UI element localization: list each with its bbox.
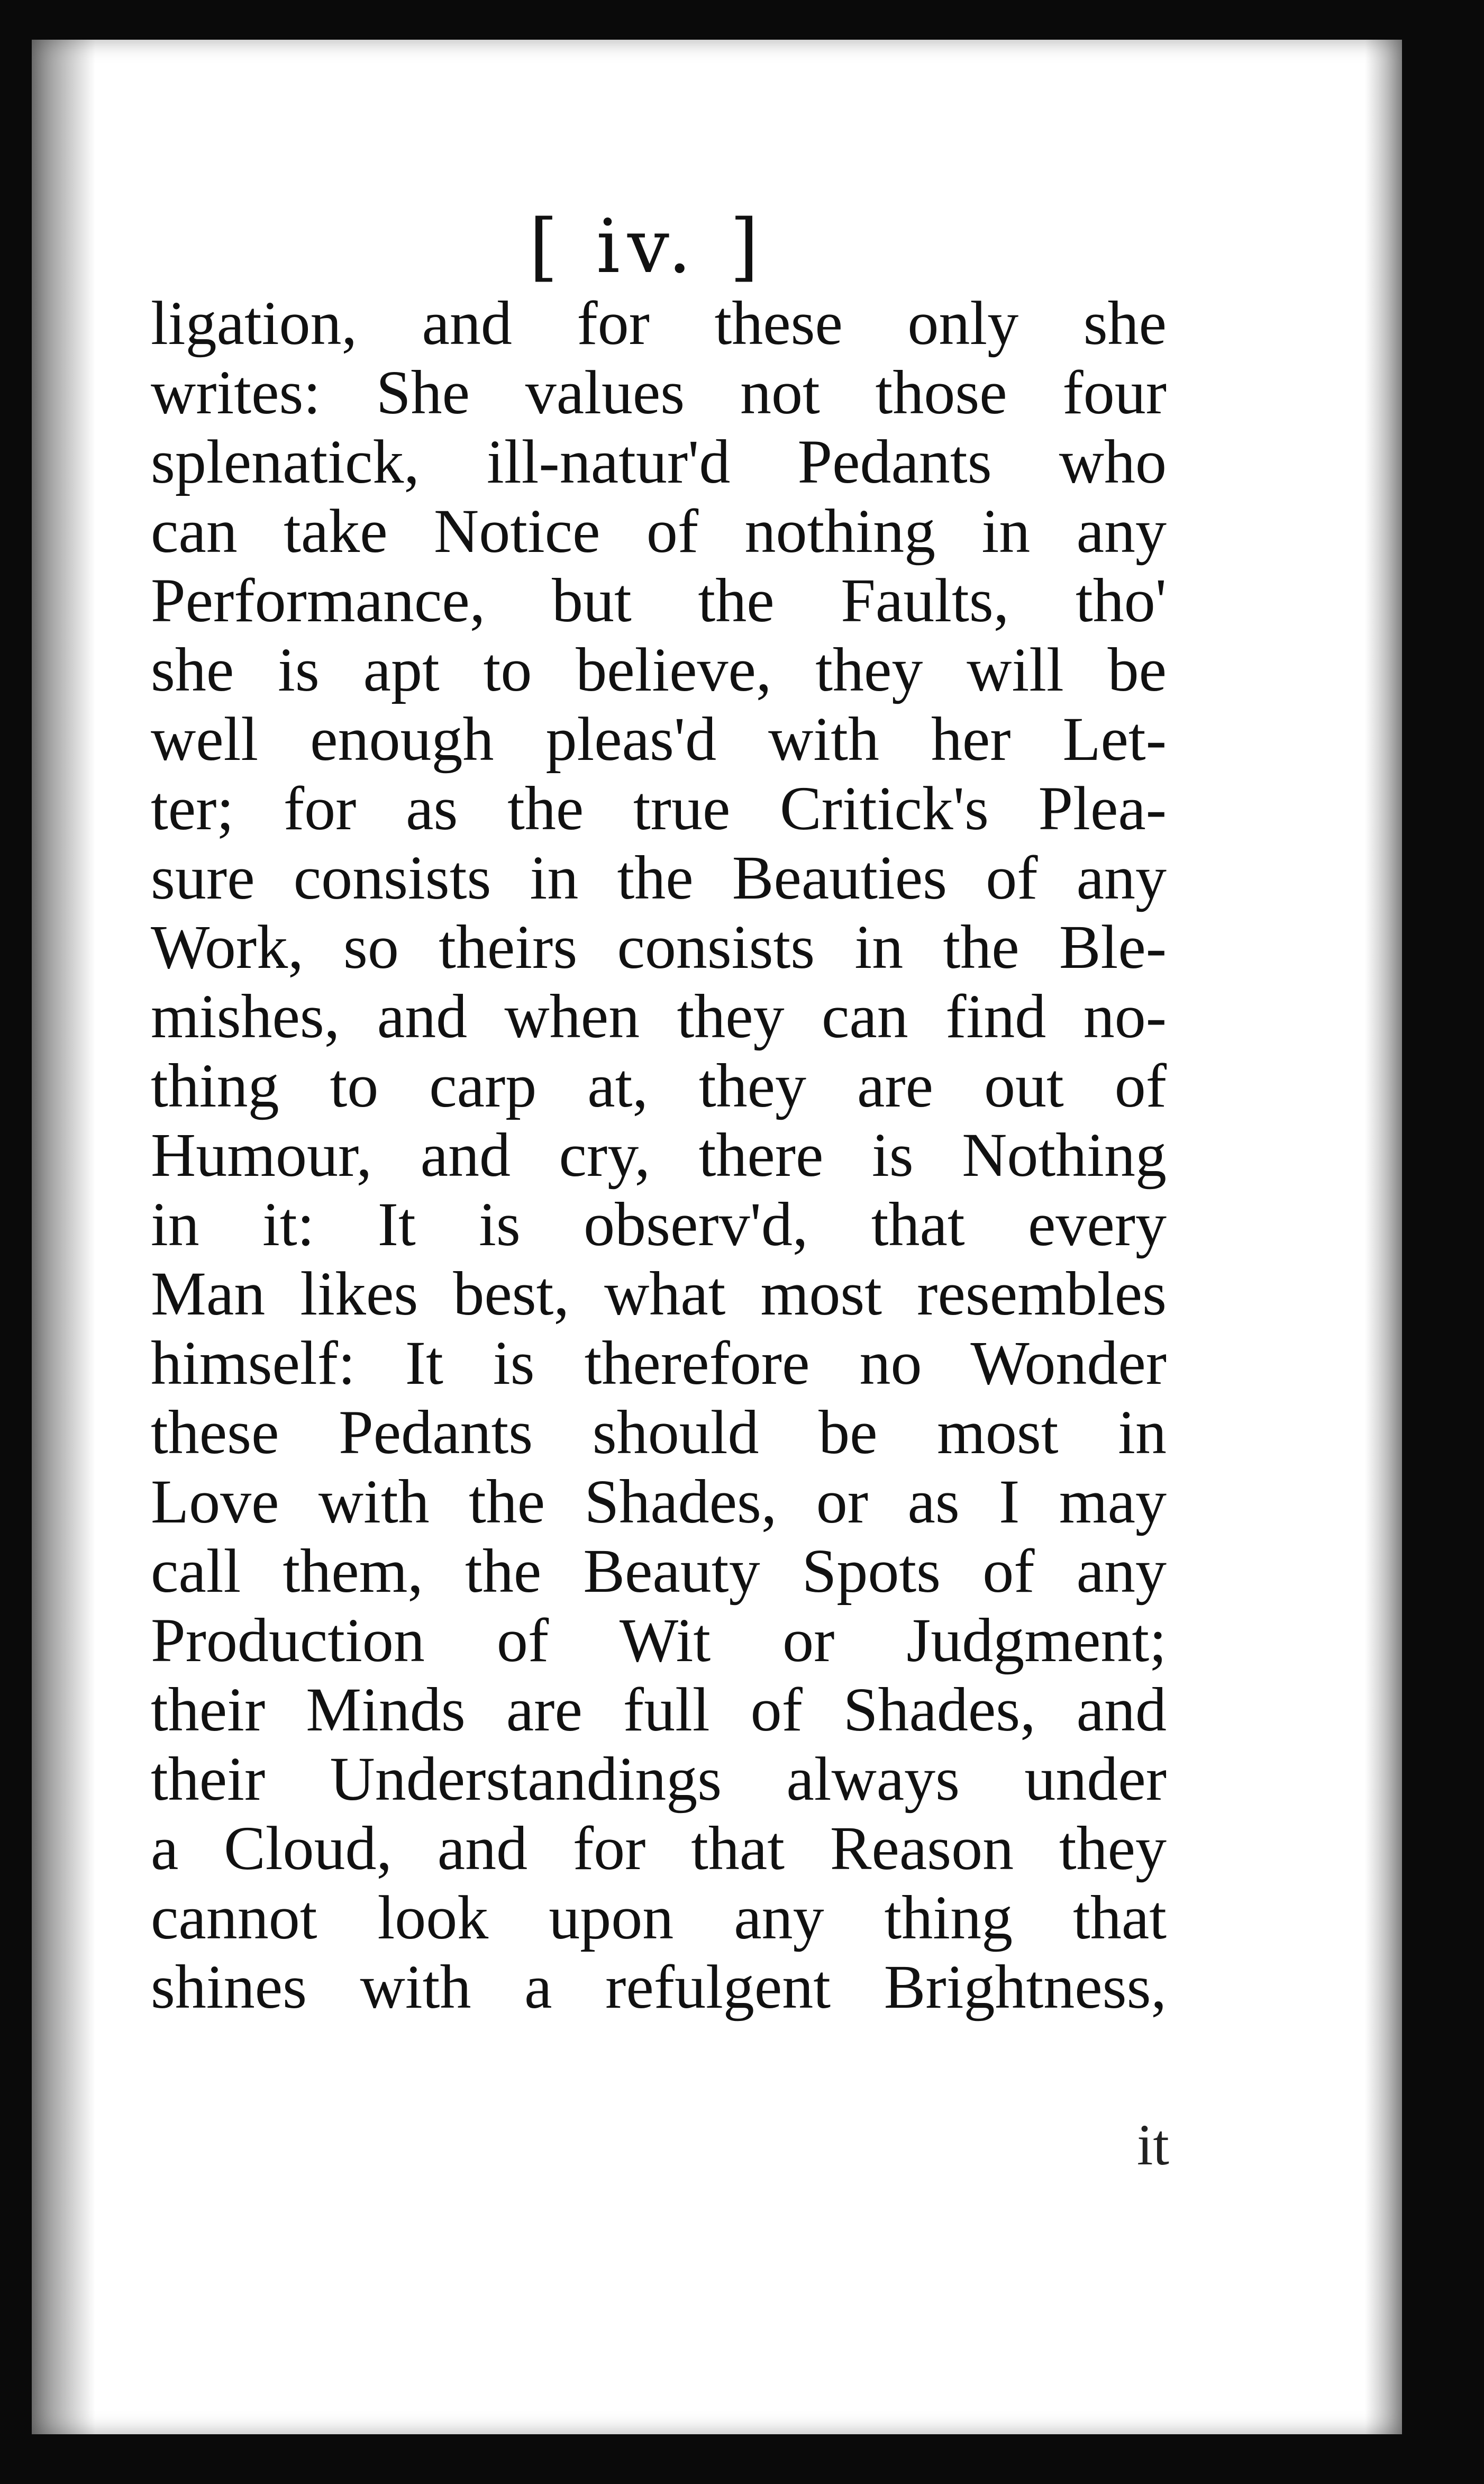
text-line: Man likes best, what most resembles (151, 1259, 1167, 1328)
book-page (32, 40, 1402, 2434)
text-line: himself: It is therefore no Wonder (151, 1328, 1167, 1398)
text-line: a Cloud, and for that Reason they (151, 1814, 1167, 1883)
text-line: these Pedants should be most in (151, 1398, 1167, 1467)
text-line: writes: She values not those four (151, 358, 1167, 427)
text-line: Love with the Shades, or as I may (151, 1467, 1167, 1536)
text-line: splenatick, ill-natur'd Pedants who (151, 427, 1167, 496)
text-line: Humour, and cry, there is Nothing (151, 1120, 1167, 1190)
text-line: thing to carp at, they are out of (151, 1051, 1167, 1120)
text-line: cannot look upon any thing that (151, 1883, 1167, 1952)
text-line: shines with a refulgent Brightness, (151, 1952, 1167, 2021)
text-line: ter; for as the true Critick's Plea- (151, 774, 1167, 843)
text-line: their Minds are full of Shades, and (151, 1675, 1167, 1744)
text-line: Production of Wit or Judgment; (151, 1606, 1167, 1675)
text-line: Performance, but the Faults, tho' (151, 566, 1167, 635)
text-line: can take Notice of nothing in any (151, 496, 1167, 566)
text-line: in it: It is observ'd, that every (151, 1190, 1167, 1259)
page-edge-shadow (1365, 40, 1402, 2434)
gutter-shadow (32, 40, 95, 2434)
text-line: their Understandings always under (151, 1744, 1167, 1814)
text-line: well enough pleas'd with her Let- (151, 704, 1167, 774)
text-line: she is apt to believe, they will be (151, 635, 1167, 704)
page-number-header: [ iv. ] (529, 204, 766, 290)
text-line: call them, the Beauty Spots of any (151, 1536, 1167, 1606)
text-line: mishes, and when they can find no- (151, 982, 1167, 1051)
text-line: Work, so theirs consists in the Ble- (151, 912, 1167, 982)
catchword: it (1136, 2113, 1169, 2177)
body-text (151, 288, 1167, 2021)
text-line: sure consists in the Beauties of any (151, 843, 1167, 912)
text-line: ligation, and for these only she (151, 288, 1167, 358)
